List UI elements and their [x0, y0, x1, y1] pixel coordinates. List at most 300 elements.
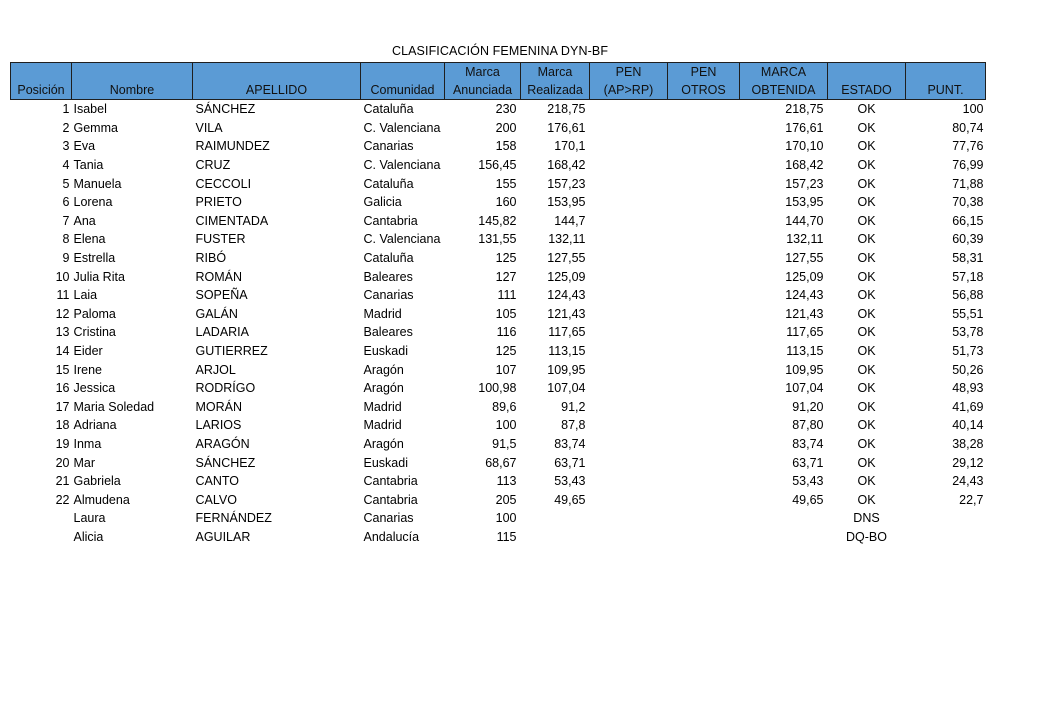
- cell-marca-obtenida: [740, 528, 828, 547]
- cell-pen-ap-rp: [590, 509, 668, 528]
- cell-posicion: [11, 509, 72, 528]
- cell-marca-anunciada: 107: [495, 362, 517, 377]
- cell-comunidad: Cantabria: [363, 474, 418, 489]
- cell-posicion: 2: [62, 120, 70, 135]
- table-header: [11, 63, 986, 100]
- cell-marca-obtenida: 63,71: [792, 455, 824, 470]
- cell-pen-ap-rp: [590, 416, 668, 435]
- cell-comunidad: Cataluña: [363, 251, 414, 266]
- cell-marca-realizada: 107,04: [547, 381, 586, 396]
- cell-apellido: SÁNCHEZ: [195, 455, 256, 470]
- cell-apellido: CALVO: [195, 492, 237, 507]
- cell-comunidad: Euskadi: [363, 344, 408, 359]
- cell-estado: OK: [857, 269, 876, 284]
- cell-apellido: RODRÍGO: [195, 381, 256, 396]
- cell-punt: [906, 509, 986, 528]
- cell-comunidad: Madrid: [363, 418, 402, 433]
- cell-nombre: Paloma: [73, 306, 116, 321]
- cell-apellido: FUSTER: [195, 232, 246, 247]
- cell-punt: 70,38: [952, 195, 984, 210]
- cell-comunidad: Baleares: [363, 325, 413, 340]
- cell-pen-otros: [668, 342, 740, 361]
- cell-apellido: ARJOL: [195, 362, 236, 377]
- cell-marca-realizada: 218,75: [547, 102, 586, 117]
- cell-pen-ap-rp: [590, 286, 668, 305]
- cell-marca-obtenida: 49,65: [792, 492, 824, 507]
- cell-estado: OK: [857, 474, 876, 489]
- cell-nombre: Tania: [73, 158, 104, 173]
- cell-marca-anunciada: 160: [495, 195, 517, 210]
- header-row: [11, 63, 986, 100]
- cell-comunidad: Euskadi: [363, 455, 408, 470]
- cell-apellido: LARIOS: [195, 418, 242, 433]
- cell-punt: 38,28: [952, 436, 984, 451]
- cell-nombre: Jessica: [73, 381, 116, 396]
- table-row: [11, 137, 986, 156]
- table-row: [11, 360, 986, 379]
- cell-apellido: GALÁN: [195, 306, 238, 321]
- cell-marca-obtenida: 107,04: [785, 381, 824, 396]
- cell-pen-ap-rp: [590, 490, 668, 509]
- cell-nombre: Isabel: [73, 102, 107, 117]
- cell-marca-realizada: 83,74: [554, 436, 586, 451]
- cell-posicion: 4: [62, 158, 70, 173]
- cell-pen-ap-rp: [590, 379, 668, 398]
- cell-pen-ap-rp: [590, 472, 668, 491]
- header-nombre: Nombre: [72, 63, 193, 100]
- header-punt: PUNT.: [906, 63, 986, 100]
- cell-pen-otros: [668, 528, 740, 547]
- cell-marca-obtenida: 91,20: [792, 399, 824, 414]
- cell-pen-otros: [668, 490, 740, 509]
- cell-punt: 57,18: [952, 269, 984, 284]
- cell-nombre: Julia Rita: [73, 269, 125, 284]
- table-row: [11, 379, 986, 398]
- cell-pen-otros: [668, 472, 740, 491]
- cell-posicion: [11, 528, 72, 547]
- cell-pen-otros: [668, 249, 740, 268]
- cell-punt: [906, 528, 986, 547]
- cell-marca-realizada: 109,95: [547, 362, 586, 377]
- cell-apellido: ROMÁN: [195, 269, 243, 284]
- cell-pen-otros: [668, 416, 740, 435]
- cell-marca-realizada: 176,61: [547, 120, 586, 135]
- header-apellido: APELLIDO: [193, 63, 361, 100]
- cell-pen-ap-rp: [590, 230, 668, 249]
- cell-posicion: 16: [55, 381, 70, 396]
- cell-pen-ap-rp: [590, 119, 668, 138]
- cell-estado: OK: [857, 288, 876, 303]
- cell-estado: OK: [857, 418, 876, 433]
- cell-posicion: 9: [62, 251, 70, 266]
- cell-pen-otros: [668, 323, 740, 342]
- cell-punt: 53,78: [952, 325, 984, 340]
- table-row: [11, 100, 986, 119]
- cell-pen-ap-rp: [590, 137, 668, 156]
- cell-marca-anunciada: 113: [496, 474, 517, 489]
- cell-comunidad: C. Valenciana: [363, 120, 441, 135]
- table-row: [11, 490, 986, 509]
- cell-comunidad: Madrid: [363, 399, 402, 414]
- cell-marca-obtenida: 127,55: [785, 251, 824, 266]
- cell-punt: 58,31: [952, 251, 984, 266]
- cell-marca-realizada: 144,7: [554, 213, 586, 228]
- cell-posicion: 3: [62, 139, 70, 154]
- cell-marca-obtenida: 153,95: [785, 195, 824, 210]
- cell-apellido: RIBÓ: [195, 251, 227, 266]
- cell-marca-obtenida: 121,43: [785, 306, 824, 321]
- cell-comunidad: Canarias: [363, 139, 414, 154]
- cell-marca-realizada: 117,65: [548, 325, 586, 340]
- cell-estado: OK: [857, 436, 876, 451]
- table-row: [11, 193, 986, 212]
- cell-marca-realizada: 121,43: [547, 306, 586, 321]
- cell-punt: 29,12: [952, 455, 984, 470]
- table-row: [11, 267, 986, 286]
- cell-apellido: RAIMUNDEZ: [195, 139, 270, 154]
- cell-apellido: CANTO: [195, 474, 240, 489]
- table-row: [11, 416, 986, 435]
- cell-marca-anunciada: 100,98: [478, 381, 517, 396]
- table-row: [11, 398, 986, 417]
- cell-estado: OK: [857, 139, 876, 154]
- cell-nombre: Laura: [73, 511, 106, 526]
- cell-nombre: Estrella: [73, 251, 116, 266]
- header-marca-anunciada: Marca Anunciada: [445, 63, 521, 100]
- cell-nombre: Alicia: [73, 529, 104, 544]
- cell-marca-anunciada: 158: [495, 139, 517, 154]
- table-row: [11, 342, 986, 361]
- cell-estado: OK: [857, 120, 876, 135]
- cell-comunidad: Andalucía: [363, 529, 420, 544]
- cell-pen-ap-rp: [590, 305, 668, 324]
- cell-punt: 77,76: [952, 139, 984, 154]
- cell-comunidad: Cantabria: [363, 492, 418, 507]
- table-row: [11, 323, 986, 342]
- cell-nombre: Gabriela: [73, 474, 121, 489]
- cell-comunidad: C. Valenciana: [363, 232, 441, 247]
- cell-marca-anunciada: 200: [495, 120, 517, 135]
- cell-pen-otros: [668, 230, 740, 249]
- cell-marca-anunciada: 111: [497, 288, 517, 303]
- cell-punt: 80,74: [952, 120, 984, 135]
- cell-marca-obtenida: [740, 509, 828, 528]
- cell-marca-obtenida: 87,80: [792, 418, 824, 433]
- cell-marca-obtenida: 109,95: [785, 362, 824, 377]
- cell-nombre: Laia: [73, 288, 98, 303]
- cell-marca-realizada: 132,11: [548, 232, 586, 247]
- header-pen-ap-rp: PEN (AP>RP): [590, 63, 668, 100]
- cell-marca-anunciada: 100: [495, 418, 517, 433]
- cell-pen-ap-rp: [590, 174, 668, 193]
- cell-posicion: 11: [56, 288, 70, 303]
- cell-pen-otros: [668, 360, 740, 379]
- cell-marca-realizada: [521, 509, 590, 528]
- cell-comunidad: Canarias: [363, 511, 414, 526]
- cell-pen-otros: [668, 267, 740, 286]
- cell-marca-obtenida: 132,11: [786, 232, 824, 247]
- cell-marca-anunciada: 156,45: [478, 158, 517, 173]
- cell-posicion: 7: [62, 213, 70, 228]
- cell-estado: DNS: [853, 511, 880, 526]
- header-posicion: Posición: [11, 63, 72, 100]
- cell-punt: 40,14: [952, 418, 984, 433]
- cell-nombre: Gemma: [73, 120, 118, 135]
- cell-posicion: 17: [55, 399, 70, 414]
- cell-apellido: FERNÁNDEZ: [195, 511, 272, 526]
- cell-estado: OK: [857, 399, 876, 414]
- cell-estado: OK: [857, 195, 876, 210]
- header-pen-otros: PEN OTROS: [668, 63, 740, 100]
- cell-nombre: Adriana: [73, 418, 117, 433]
- cell-marca-realizada: 63,71: [554, 455, 586, 470]
- cell-marca-obtenida: 53,43: [792, 474, 824, 489]
- cell-pen-otros: [668, 398, 740, 417]
- cell-estado: OK: [857, 492, 876, 507]
- cell-pen-otros: [668, 137, 740, 156]
- cell-pen-ap-rp: [590, 212, 668, 231]
- cell-nombre: Mar: [73, 455, 96, 470]
- cell-apellido: VILA: [195, 120, 223, 135]
- cell-comunidad: Aragón: [363, 381, 404, 396]
- cell-marca-anunciada: 155: [495, 176, 517, 191]
- table-row: [11, 230, 986, 249]
- cell-marca-anunciada: 125: [495, 344, 517, 359]
- cell-pen-otros: [668, 286, 740, 305]
- table-row: [11, 249, 986, 268]
- cell-comunidad: Galicia: [363, 195, 402, 210]
- cell-marca-realizada: 127,55: [547, 251, 586, 266]
- cell-posicion: 18: [55, 418, 70, 433]
- cell-estado: OK: [857, 362, 876, 377]
- cell-marca-obtenida: 124,43: [785, 288, 824, 303]
- cell-posicion: 20: [55, 455, 70, 470]
- cell-punt: 76,99: [952, 158, 984, 173]
- cell-pen-otros: [668, 435, 740, 454]
- cell-posicion: 19: [55, 436, 70, 451]
- page-title: CLASIFICACIÓN FEMENINA DYN-BF: [391, 44, 609, 58]
- cell-apellido: AGUILAR: [195, 529, 251, 544]
- cell-apellido: CRUZ: [195, 158, 231, 173]
- cell-pen-ap-rp: [590, 100, 668, 119]
- cell-apellido: LADARIA: [195, 325, 249, 340]
- cell-marca-anunciada: 89,6: [492, 399, 517, 414]
- cell-estado: OK: [857, 306, 876, 321]
- cell-marca-anunciada: 230: [495, 102, 517, 117]
- cell-posicion: 12: [55, 306, 70, 321]
- cell-marca-obtenida: 144,70: [785, 213, 824, 228]
- table-row: [11, 472, 986, 491]
- cell-comunidad: C. Valenciana: [363, 158, 441, 173]
- cell-punt: 24,43: [952, 474, 984, 489]
- cell-pen-otros: [668, 453, 740, 472]
- table-row: [11, 156, 986, 175]
- cell-posicion: 21: [55, 474, 70, 489]
- cell-marca-obtenida: 170,10: [785, 139, 824, 154]
- header-comunidad: Comunidad: [361, 63, 445, 100]
- table-row: [11, 435, 986, 454]
- cell-posicion: 10: [55, 269, 70, 284]
- cell-comunidad: Aragón: [363, 362, 404, 377]
- cell-marca-realizada: 124,43: [547, 288, 586, 303]
- cell-pen-ap-rp: [590, 323, 668, 342]
- cell-marca-obtenida: 218,75: [785, 102, 824, 117]
- cell-marca-obtenida: 113,15: [786, 344, 824, 359]
- cell-marca-anunciada: 145,82: [478, 213, 517, 228]
- cell-marca-obtenida: 117,65: [786, 325, 824, 340]
- cell-posicion: 1: [62, 102, 70, 117]
- cell-nombre: Elena: [73, 232, 106, 247]
- cell-estado: DQ-BO: [846, 529, 887, 544]
- cell-nombre: Irene: [73, 362, 102, 377]
- cell-pen-ap-rp: [590, 398, 668, 417]
- header-estado: ESTADO: [828, 63, 906, 100]
- cell-posicion: 5: [62, 176, 70, 191]
- cell-apellido: SOPEÑA: [195, 288, 248, 303]
- cell-punt: 100: [962, 102, 984, 117]
- cell-estado: OK: [857, 251, 876, 266]
- cell-estado: OK: [857, 232, 876, 247]
- cell-punt: 50,26: [952, 362, 984, 377]
- cell-pen-ap-rp: [590, 435, 668, 454]
- cell-marca-anunciada: 100: [495, 511, 517, 526]
- cell-marca-anunciada: 115: [496, 529, 517, 544]
- cell-marca-realizada: 157,23: [547, 176, 586, 191]
- cell-pen-ap-rp: [590, 528, 668, 547]
- cell-marca-realizada: 49,65: [554, 492, 586, 507]
- cell-posicion: 22: [55, 492, 70, 507]
- cell-nombre: Maria Soledad: [73, 399, 155, 414]
- cell-posicion: 8: [62, 232, 70, 247]
- cell-estado: OK: [857, 176, 876, 191]
- cell-nombre: Cristina: [73, 325, 116, 340]
- cell-estado: OK: [857, 213, 876, 228]
- cell-marca-anunciada: 125: [495, 251, 517, 266]
- cell-marca-obtenida: 168,42: [785, 158, 824, 173]
- cell-marca-realizada: [521, 528, 590, 547]
- cell-marca-realizada: 153,95: [547, 195, 586, 210]
- cell-apellido: CECCOLI: [195, 176, 252, 191]
- cell-pen-otros: [668, 193, 740, 212]
- cell-pen-otros: [668, 379, 740, 398]
- cell-nombre: Eider: [73, 344, 103, 359]
- table-row: [11, 212, 986, 231]
- cell-pen-ap-rp: [590, 342, 668, 361]
- cell-nombre: Almudena: [73, 492, 130, 507]
- cell-pen-ap-rp: [590, 193, 668, 212]
- cell-punt: 56,88: [952, 288, 984, 303]
- cell-marca-anunciada: 131,55: [478, 232, 517, 247]
- table-body: [11, 100, 986, 547]
- cell-apellido: GUTIERREZ: [195, 344, 268, 359]
- cell-marca-realizada: 87,8: [561, 418, 586, 433]
- cell-punt: 41,69: [952, 399, 984, 414]
- cell-posicion: 6: [62, 195, 70, 210]
- table-row: [11, 453, 986, 472]
- cell-marca-realizada: 113,15: [548, 344, 586, 359]
- cell-marca-anunciada: 68,67: [485, 455, 517, 470]
- cell-estado: OK: [857, 158, 876, 173]
- cell-marca-anunciada: 91,5: [492, 436, 517, 451]
- cell-pen-ap-rp: [590, 156, 668, 175]
- cell-marca-obtenida: 176,61: [785, 120, 824, 135]
- cell-punt: 71,88: [952, 176, 984, 191]
- cell-pen-ap-rp: [590, 360, 668, 379]
- cell-pen-otros: [668, 100, 740, 119]
- cell-punt: 60,39: [952, 232, 984, 247]
- cell-nombre: Lorena: [73, 195, 113, 210]
- cell-marca-obtenida: 83,74: [792, 436, 824, 451]
- cell-punt: 51,73: [952, 344, 984, 359]
- cell-apellido: MORÁN: [195, 399, 243, 414]
- results-table: [10, 62, 986, 546]
- cell-pen-otros: [668, 174, 740, 193]
- cell-punt: 22,7: [959, 492, 984, 507]
- cell-pen-otros: [668, 305, 740, 324]
- cell-punt: 48,93: [952, 381, 984, 396]
- cell-pen-otros: [668, 509, 740, 528]
- cell-punt: 55,51: [952, 306, 984, 321]
- cell-estado: OK: [857, 102, 876, 117]
- cell-punt: 66,15: [952, 213, 984, 228]
- header-marca-obtenida: MARCA OBTENIDA: [740, 63, 828, 100]
- cell-marca-anunciada: 127: [495, 269, 517, 284]
- table-row: [11, 509, 986, 528]
- cell-estado: OK: [857, 344, 876, 359]
- cell-comunidad: Canarias: [363, 288, 414, 303]
- cell-marca-anunciada: 116: [496, 325, 517, 340]
- cell-marca-realizada: 168,42: [547, 158, 586, 173]
- cell-apellido: PRIETO: [195, 195, 242, 210]
- cell-comunidad: Cataluña: [363, 176, 414, 191]
- cell-pen-otros: [668, 212, 740, 231]
- cell-comunidad: Cantabria: [363, 213, 418, 228]
- cell-comunidad: Madrid: [363, 306, 402, 321]
- cell-comunidad: Aragón: [363, 436, 404, 451]
- table-row: [11, 119, 986, 138]
- cell-marca-obtenida: 157,23: [785, 176, 824, 191]
- cell-marca-anunciada: 105: [495, 306, 517, 321]
- cell-pen-ap-rp: [590, 249, 668, 268]
- cell-apellido: SÁNCHEZ: [195, 102, 256, 117]
- cell-posicion: 14: [55, 344, 70, 359]
- cell-comunidad: Baleares: [363, 269, 413, 284]
- cell-pen-otros: [668, 119, 740, 138]
- cell-apellido: ARAGÓN: [195, 436, 250, 451]
- table-row: [11, 305, 986, 324]
- cell-estado: OK: [857, 381, 876, 396]
- cell-marca-realizada: 53,43: [554, 474, 586, 489]
- cell-marca-realizada: 170,1: [554, 139, 586, 154]
- cell-marca-realizada: 125,09: [547, 269, 586, 284]
- table-row: [11, 528, 986, 547]
- table-row: [11, 286, 986, 305]
- cell-apellido: CIMENTADA: [195, 213, 269, 228]
- cell-pen-ap-rp: [590, 267, 668, 286]
- table-row: [11, 174, 986, 193]
- cell-nombre: Ana: [73, 213, 96, 228]
- cell-estado: OK: [857, 455, 876, 470]
- cell-comunidad: Cataluña: [363, 102, 414, 117]
- cell-estado: OK: [857, 325, 876, 340]
- cell-pen-otros: [668, 156, 740, 175]
- cell-posicion: 15: [55, 362, 70, 377]
- cell-marca-realizada: 91,2: [561, 399, 586, 414]
- cell-nombre: Inma: [73, 436, 102, 451]
- header-marca-realizada: Marca Realizada: [521, 63, 590, 100]
- cell-nombre: Eva: [73, 139, 96, 154]
- cell-nombre: Manuela: [73, 176, 122, 191]
